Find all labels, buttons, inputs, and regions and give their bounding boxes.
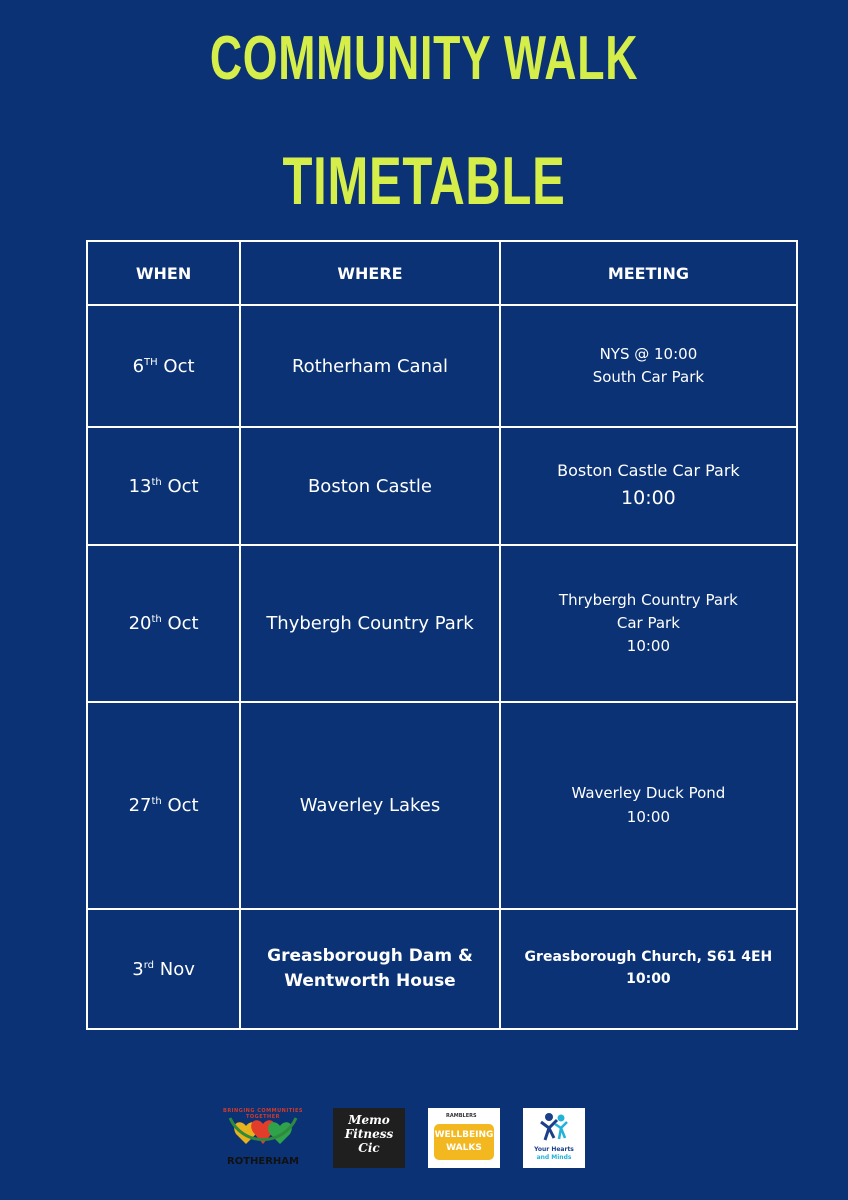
timetable: [86, 240, 798, 1030]
when-cell: [87, 545, 240, 702]
day-suffix: th: [151, 476, 162, 488]
meeting-cell: [500, 305, 797, 427]
when-cell: [87, 305, 240, 427]
memo-line: Memo: [348, 1113, 390, 1127]
ramblers-wellbeing-walks-logo: [428, 1108, 500, 1168]
month: Oct: [163, 355, 195, 377]
your-hearts-and-minds-logo: [523, 1108, 585, 1168]
meeting-cell: [500, 702, 797, 909]
memo-line: Fitness: [344, 1127, 394, 1141]
table-row: [87, 702, 797, 909]
month: Oct: [167, 795, 199, 816]
meeting-line: 10:00: [626, 971, 671, 987]
table-header-row: [87, 241, 797, 305]
day-suffix: TH: [144, 356, 158, 368]
table-row: [87, 427, 797, 545]
meeting-cell: [500, 909, 797, 1029]
where-cell: [240, 909, 500, 1029]
day: 3: [132, 958, 144, 980]
day-suffix: rd: [143, 959, 155, 971]
month: Oct: [167, 613, 199, 634]
where-line: Greasborough Dam &: [267, 945, 473, 966]
day: 13: [128, 475, 152, 497]
when-cell: [87, 909, 240, 1029]
day: 6: [132, 355, 145, 377]
header-when: WHEN: [87, 241, 240, 305]
meeting-line: Waverley Duck Pond: [571, 784, 726, 803]
header-meeting: MEETING: [500, 241, 797, 305]
where-cell: Waverley Lakes: [240, 702, 500, 909]
month: Nov: [159, 958, 195, 980]
sponsor-logos: [0, 1108, 848, 1170]
meeting-line: 10:00: [626, 807, 671, 826]
where-cell: Thybergh Country Park: [240, 545, 500, 702]
title-line-2: TIMETABLE: [282, 143, 566, 219]
table-row: [87, 545, 797, 702]
rotherham-arc-text: BRINGING COMMUNITIES TOGETHER: [223, 1108, 303, 1120]
memo-fitness-logo: [333, 1108, 405, 1168]
when-cell: [87, 702, 240, 909]
meeting-line: 10:00: [621, 486, 676, 509]
rotherham-name: ROTHERHAM: [227, 1156, 299, 1167]
wellbeing-line: WELLBEING: [434, 1130, 494, 1140]
meeting-line: South Car Park: [592, 368, 705, 386]
your-hearts-line: and Minds: [536, 1154, 572, 1161]
your-hearts-line: Your Hearts: [534, 1146, 574, 1153]
day: 27: [128, 795, 152, 816]
ramblers-brand: RAMBLERS: [446, 1113, 477, 1119]
memo-line: Cic: [358, 1141, 380, 1155]
meeting-line: Boston Castle Car Park: [557, 460, 740, 480]
day-suffix: th: [151, 614, 162, 625]
rotherham-logo: [218, 1108, 308, 1168]
meeting-line: Thrybergh Country Park: [558, 590, 738, 609]
wellbeing-line: WALKS: [446, 1143, 482, 1153]
where-line: Wentworth House: [284, 971, 456, 991]
meeting-line: 10:00: [626, 637, 671, 656]
meeting-cell: [500, 545, 797, 702]
month: Oct: [167, 475, 199, 497]
where-cell: Boston Castle: [240, 427, 500, 545]
meeting-cell: [500, 427, 797, 545]
day: 20: [128, 613, 152, 634]
meeting-line: NYS @ 10:00: [599, 344, 698, 363]
people-icon: [523, 1108, 585, 1144]
table-row: [87, 305, 797, 427]
when-cell: [87, 427, 240, 545]
where-cell: Rotherham Canal: [240, 305, 500, 427]
meeting-line: Car Park: [616, 613, 680, 632]
day-suffix: th: [151, 796, 162, 807]
header-where: WHERE: [240, 241, 500, 305]
table-row: [87, 909, 797, 1029]
title-line-1: COMMUNITY WALK: [209, 24, 639, 93]
meeting-line: Greasborough Church, S61 4EH: [524, 949, 773, 966]
